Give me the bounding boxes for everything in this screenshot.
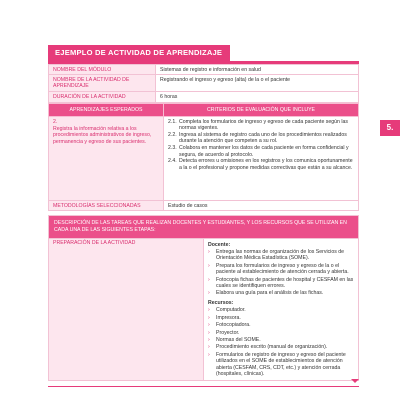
modulo-label: NOMBRE DEL MÓDULO	[49, 65, 156, 75]
metodologias-value: Estudio de casos	[164, 201, 359, 211]
modulo-value: Sistemas de registro e información en salud	[156, 65, 359, 75]
tasks-table	[48, 215, 359, 381]
info-table	[48, 64, 359, 103]
recurso-item: › Computador.	[208, 307, 246, 314]
criterio-item: 2.2. Ingresa al sistema de registro cada uno de los procedimientos realizados durante la atención que competen a su rol.	[168, 131, 347, 145]
docente-heading: Docente:	[208, 241, 231, 248]
docente-item: › Prepara los formularios de ingreso y egreso de la o el paciente al establecimiento de atención cerrada y abierta.	[208, 262, 349, 276]
tasks-banner: DESCRIPCIÓN DE LAS TAREAS QUE REALIZAN DOCENTES Y ESTUDIANTES, Y LOS RECURSOS QUE SE UTILIZAN EN CADA UNA DE LAS SIGUIENTES ETAPAS:	[49, 216, 359, 238]
section-number-tab: 5.	[380, 120, 400, 136]
criterios-header: CRITERIOS DE EVALUACIÓN QUE INCLUYE	[164, 103, 359, 116]
aprendizajes-header: APRENDIZAJES ESPERADOS	[49, 103, 164, 116]
duracion-label: DURACIÓN DE LA ACTIVIDAD	[49, 92, 156, 102]
criterio-item: 2.3. Colabora en mantener los datos de cada paciente en forma confidencial y segura, de acuerdo al protocolo.	[168, 145, 349, 158]
recurso-item: › Normas del SOME.	[208, 336, 261, 343]
activity-document	[48, 42, 359, 381]
actividad-value: Registrando el ingreso y egreso (alta) de la o el paciente	[156, 75, 359, 92]
recurso-item: › Formularios de registro de ingreso y egreso del paciente utilizados en el SOME de establecimientos de atención abierta (CESFAM, CRS, CDT, etc.) y atención cerrada (hospitales, clínicas).	[208, 351, 346, 377]
docente-item: › Elabora una guía para el análisis de las fichas.	[208, 290, 324, 297]
recurso-item: › Procedimiento escrito (manual de organización).	[208, 344, 328, 351]
criterios-cell	[164, 117, 359, 201]
aprendizaje-text: Registra la información relativa a los procedimientos administrativos de ingreso, permanencia y egreso de sus pacientes.	[53, 125, 152, 145]
aprendizaje-cell	[49, 117, 164, 201]
recursos-heading: Recursos:	[208, 299, 234, 306]
preparacion-content	[204, 238, 359, 381]
metodologias-label: METODOLOGÍAS SELECCIONADAS	[49, 201, 164, 211]
criterio-item: 2.4. Detecta errores u omisiones en los registros y los comunica oportunamente a la o el profesional y propone medidas correctivas que están a su alcance.	[168, 158, 353, 171]
docente-item: › Entrega las normas de organización de los Servicios de Orientación Médica Estadística (SOME).	[208, 249, 345, 262]
recurso-item: › Impresora.	[208, 314, 241, 321]
actividad-label: NOMBRE DE LA ACTIVIDAD DE APRENDIZAJE	[49, 75, 156, 92]
document-title: EJEMPLO DE ACTIVIDAD DE APRENDIZAJE	[48, 45, 230, 61]
bottom-divider	[48, 386, 359, 387]
recurso-item: › Proyector.	[208, 329, 240, 336]
continue-arrow-icon	[351, 379, 359, 383]
docente-item: › Fotocopia fichas de pacientes de hospital y CESFAM en las cuales se identifiquen errores.	[208, 276, 354, 290]
criterio-item: 2.1. Completa los formularios de ingreso y egreso de cada paciente según las normas vigentes.	[168, 118, 348, 131]
recurso-item: › Fotocopiadora.	[208, 322, 251, 329]
preparacion-label: PREPARACIÓN DE LA ACTIVIDAD	[49, 238, 204, 381]
learning-table	[48, 103, 359, 212]
aprendizaje-number: 2.	[53, 118, 58, 125]
duracion-value: 6 horas	[156, 92, 359, 102]
